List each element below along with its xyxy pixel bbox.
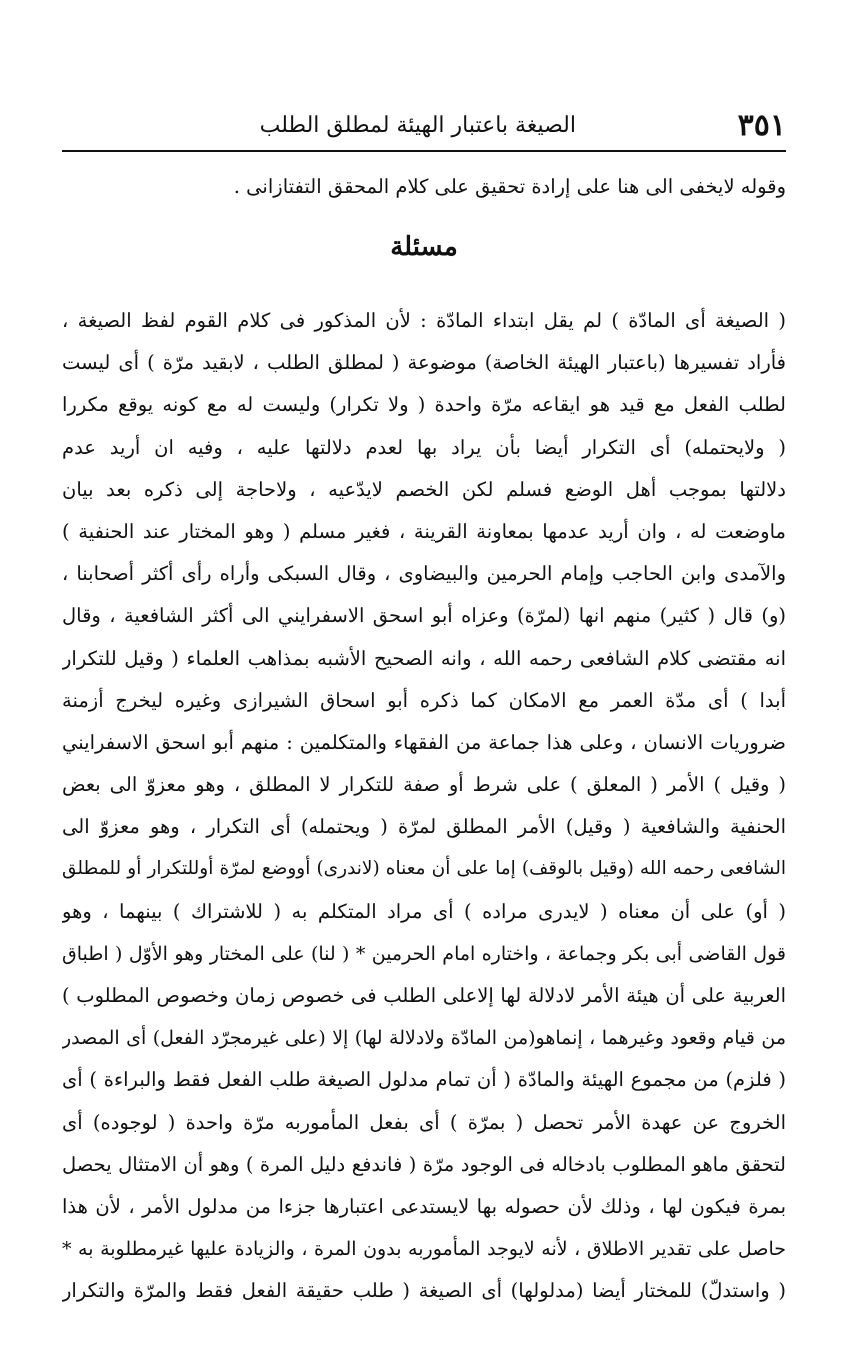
text-line: الشافعى رحمه الله (وقيل بالوقف) إما على أن معناه (لاندرى) أووضع لمرّة أوللتكرار أو للمطلق — [62, 858, 786, 880]
text-line: العربية على أن هيئة الأمر لادلالة لها إلاعلى الطلب فى خصوص زمان وخصوص المطلوب ) — [62, 984, 786, 1007]
text-line: ( فلزم) من مجموع الهيئة والمادّة ( أن تمام مدلول الصيغة طلب الفعل فقط والبراءة ) أى — [62, 1068, 786, 1092]
section-heading: مسئلة — [390, 232, 458, 262]
text-line: الخروج عن عهدة الأمر تحصل ( بمرّة ) أى بفعل المأموربه مرّة واحدة ( لوجوده) أى — [62, 1110, 786, 1134]
text-line: بمرة فيكون لها ، وذلك لأن حصوله بها لايستدعى اعتبارها جزءا من مدلول الأمر ، لأن هذا — [62, 1194, 786, 1218]
body-text — [62, 300, 786, 1313]
page-header — [62, 102, 786, 150]
text-line: ( ولايحتمله) أى التكرار أيضا بأن يراد بها لعدم دلالتها عليه ، وفيه ان أريد عدم — [62, 435, 786, 459]
text-line: لطلب الفعل مع قيد هو ايقاعه مرّة واحدة ( ولا تكرار) وليست له مع كونه يوقع مكررا — [62, 393, 786, 417]
text-line: الحنفية والشافعية ( وقيل) الأمر المطلق لمرّة ( ويحتمله) أى التكرار ، وهو معزوّ الى — [62, 815, 786, 839]
intro-line: وقوله لايخفى الى هنا على إرادة تحقيق على كلام المحقق التفتازانى . — [233, 175, 786, 198]
text-line: قول القاضى أبى بكر وجماعة ، واختاره امام الحرمين * ( لنا) على المختار وهو الأوّل ( اطباق — [62, 942, 786, 965]
text-line: ( الصيغة أى المادّة ) لم يقل ابتداء المادّة : لأن المذكور فى كلام القوم لفظ الصيغة ، — [62, 309, 786, 332]
text-line: من قيام وقعود وغيرهما ، إنماهو(من المادّة ولادلالة لها) إلا (على غيرمجرّد الفعل) أى المصدر — [62, 1027, 786, 1050]
text-line: فأراد تفسيرها (باعتبار الهيئة الخاصة) موضوعة ( لمطلق الطلب ، لابقيد مرّة ) أى ليست — [62, 351, 786, 375]
intro-paragraph — [62, 166, 786, 208]
text-line: والآمدى وابن الحاجب وإمام الحرمين والبيضاوى ، وقال السبكى وأراه رأى أكثر أصحابنا ، — [62, 562, 786, 586]
text-line: دلالتها بموجب أهل الوضع فسلم لكن الخصم لايدّعيه ، ولاحاجة إلى ذكره بعد بيان — [62, 477, 786, 501]
text-line: ماوضعت له ، وان أريد عدمها بمعاونة القرينة ، فغير مسلم ( وهو المختار عند الحنفية ) — [62, 519, 786, 543]
text-line: (و) قال ( كثير) منهم انها (لمرّة) وعزاه أبو اسحق الاسفرايني الى أكثر الشافعية ، وقال — [62, 604, 786, 628]
page-number: ٣٥١ — [737, 108, 786, 143]
text-line: ( أو) على أن معناه ( لايدرى مراده ) أى مراد المتكلم به ( للاشتراك ) بينهما ، وهو — [62, 899, 786, 923]
header-rule — [62, 150, 786, 152]
running-title: الصيغة باعتبار الهيئة لمطلق الطلب — [259, 113, 576, 138]
text-line: ( وقيل ) الأمر ( المعلق ) على شرط أو صفة للتكرار لا المطلق ، وهو معزوّ الى بعض — [62, 773, 786, 797]
text-line: انه مقتضى كلام الشافعى رحمه الله ، وانه الصحيح الأشبه بمذاهب العلماء ( وقيل للتكرار — [62, 646, 786, 670]
text-line: حاصل على تقدير الاطلاق ، لأنه لايوجد المأموربه بدون المرة ، والزيادة عليها غيرمطلوبة به * — [62, 1238, 786, 1261]
text-line: أبدا ) أى مدّة العمر مع الامكان كما ذكره أبو اسحاق الشيرازى وغيره ليخرج أزمنة — [62, 688, 786, 712]
text-line: لتحقق ماهو المطلوب بادخاله فى الوجود مرّة ( فاندفع دليل المرة ) وهو أن الامتثال يحصل — [62, 1152, 786, 1176]
text-line: ( واستدلّ) للمختار أيضا (مدلولها) أى الصيغة ( طلب حقيقة الفعل فقط والمرّة والتكرار — [62, 1279, 786, 1303]
text-line: ضروريات الانسان ، وعلى هذا جماعة من الفقهاء والمتكلمين : منهم أبو اسحق الاسفرايني — [62, 730, 786, 754]
